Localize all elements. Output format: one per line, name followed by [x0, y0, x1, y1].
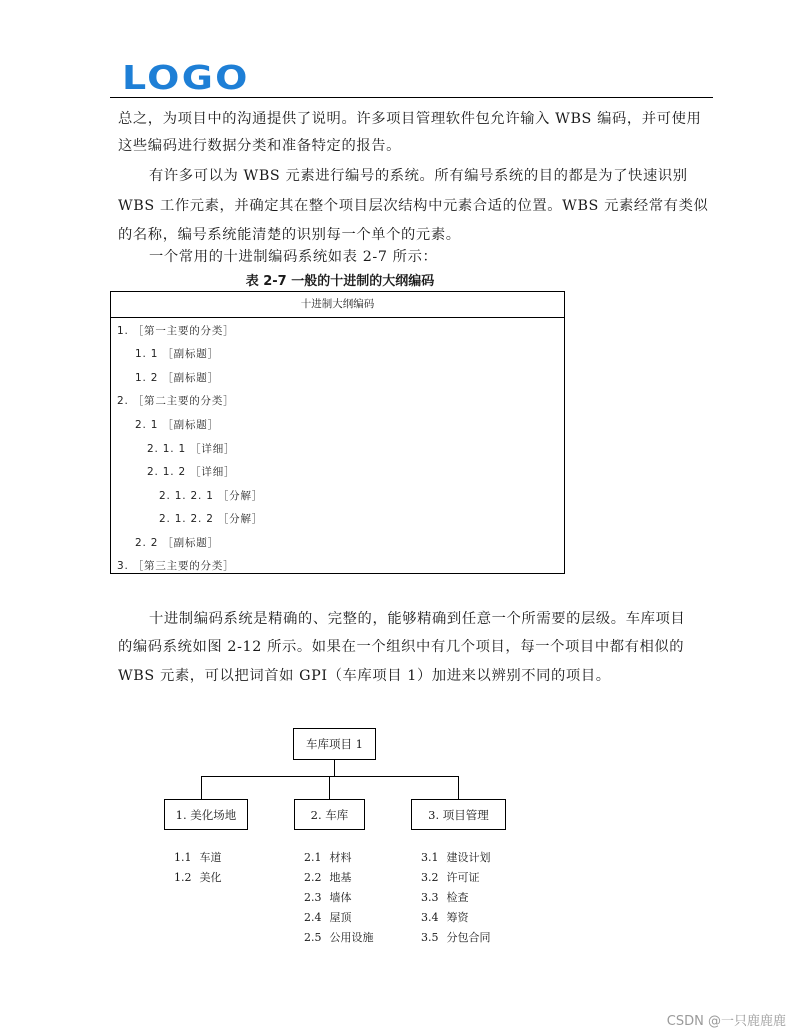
org-sub-item — [421, 909, 469, 925]
paragraph-line: 的名称，编号系统能清楚的识别每一个单个的元素。 — [118, 227, 461, 243]
paragraph-line: 总之，为项目中的沟通提供了说明。许多项目管理软件包允许输入 WBS 编码，并可使用 — [118, 111, 702, 127]
org-sub-text: 许可证 — [446, 871, 480, 884]
org-branch-box: 1. 美化场地 — [164, 799, 248, 830]
org-sub-num: 3.5 — [421, 931, 439, 944]
org-sub-text: 地基 — [329, 871, 352, 884]
paragraph-line: WBS 工作元素，并确定其在整个项目层次结构中元素合适的位置。WBS 元素经常有类似 — [118, 198, 709, 214]
org-sub-item — [174, 849, 222, 865]
table-row: 1. 2 ［副标题］ — [135, 372, 219, 384]
connector-line — [329, 776, 330, 799]
table-row: 2. 1. 2. 1 ［分解］ — [159, 490, 264, 502]
watermark: CSDN @一只鹿鹿鹿 — [666, 1014, 786, 1029]
org-sub-num: 1.1 — [174, 851, 192, 864]
org-sub-num: 2.5 — [304, 931, 322, 944]
org-sub-text: 墙体 — [329, 891, 352, 904]
paragraph-line: 十进制编码系统是精确的、完整的，能够精确到任意一个所需要的层级。车库项目 — [149, 611, 686, 627]
org-sub-num: 1.2 — [174, 871, 192, 884]
org-sub-num: 2.3 — [304, 891, 322, 904]
outline-code-table — [110, 291, 565, 574]
org-branch-box: 2. 车库 — [294, 799, 365, 830]
connector-line — [201, 776, 459, 777]
org-branch-box: 3. 项目管理 — [411, 799, 506, 830]
org-sub-text: 建设计划 — [446, 851, 491, 864]
paragraph-line: 这些编码进行数据分类和准备特定的报告。 — [118, 138, 402, 154]
org-sub-text: 屋顶 — [329, 911, 352, 924]
org-sub-num: 3.2 — [421, 871, 439, 884]
table-row: 2. 1. 2. 2 ［分解］ — [159, 513, 264, 525]
org-sub-item — [421, 929, 491, 945]
org-sub-num: 3.1 — [421, 851, 439, 864]
table-row: 1. ［第一主要的分类］ — [117, 325, 235, 337]
org-sub-text: 车道 — [199, 851, 222, 864]
org-sub-num: 2.4 — [304, 911, 322, 924]
org-sub-text: 分包合同 — [446, 931, 491, 944]
table-row: 3. ［第三主要的分类］ — [117, 560, 235, 572]
org-sub-item — [304, 889, 352, 905]
org-sub-text: 公用设施 — [329, 931, 374, 944]
org-sub-num: 3.3 — [421, 891, 439, 904]
org-sub-item — [421, 889, 469, 905]
table-row: 2. 1. 1 ［详细］ — [147, 443, 236, 455]
org-sub-text: 材料 — [329, 851, 352, 864]
org-root-box: 车库项目 1 — [293, 728, 376, 760]
table-row: 2. 1 ［副标题］ — [135, 419, 219, 431]
header-divider — [110, 97, 713, 98]
table-row: 2. ［第二主要的分类］ — [117, 395, 235, 407]
org-sub-num: 3.4 — [421, 911, 439, 924]
paragraph-line: 一个常用的十进制编码系统如表 2-7 所示： — [149, 249, 438, 265]
logo: LOGO — [122, 58, 250, 97]
org-sub-item — [304, 909, 352, 925]
table-row: 2. 2 ［副标题］ — [135, 537, 219, 549]
paragraph-line: 的编码系统如图 2-12 所示。如果在一个组织中有几个项目，每一个项目中都有相似的 — [118, 639, 685, 655]
org-sub-num: 2.1 — [304, 851, 322, 864]
paragraph-line: 有许多可以为 WBS 元素进行编号的系统。所有编号系统的目的都是为了快速识别 — [149, 168, 688, 184]
org-sub-item — [421, 869, 480, 885]
org-sub-item — [174, 869, 222, 885]
table-caption: 表 2-7 一般的十进制的大纲编码 — [245, 274, 435, 289]
org-sub-text: 美化 — [199, 871, 222, 884]
table-row: 1. 1 ［副标题］ — [135, 348, 219, 360]
table-row: 2. 1. 2 ［详细］ — [147, 466, 236, 478]
connector-line — [201, 776, 202, 799]
org-sub-item — [304, 869, 352, 885]
org-sub-item — [304, 849, 352, 865]
org-sub-text: 筹资 — [446, 911, 469, 924]
connector-line — [334, 760, 335, 777]
paragraph-line: WBS 元素，可以把词首如 GPI（车库项目 1）加进来以辨别不同的项目。 — [118, 668, 611, 684]
org-sub-num: 2.2 — [304, 871, 322, 884]
org-sub-text: 检查 — [446, 891, 469, 904]
connector-line — [458, 776, 459, 799]
org-sub-item — [304, 929, 374, 945]
table-header: 十进制大纲编码 — [111, 292, 564, 318]
org-sub-item — [421, 849, 491, 865]
